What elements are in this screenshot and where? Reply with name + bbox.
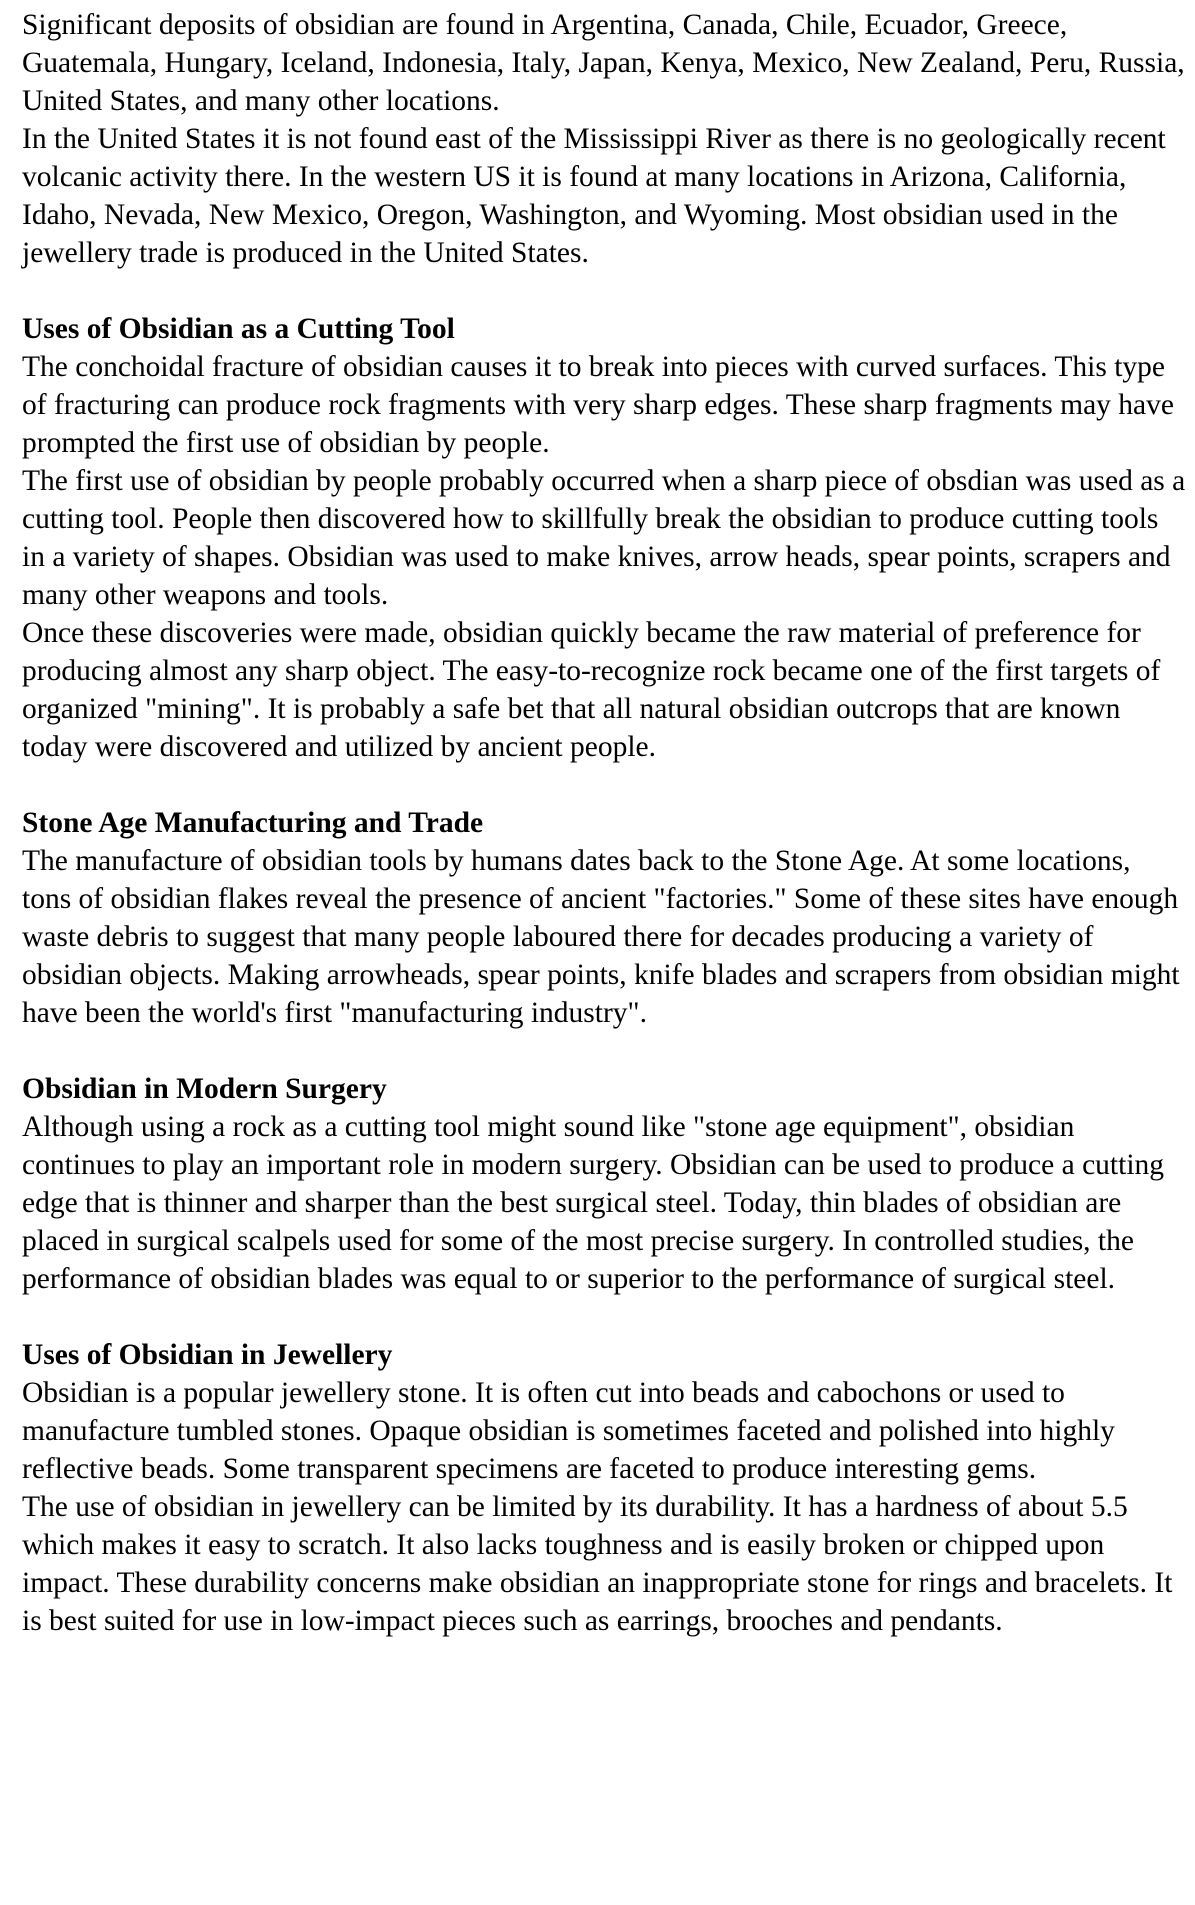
section-spacer — [22, 766, 1187, 804]
intro-paragraph-deposits: Significant deposits of obsidian are found in Argentina, Canada, Chile, Ecuador, Greece, Guatemala, Hungary, Iceland, Indonesia, Italy, Japan, Kenya, Mexico, New Zealand, Peru, Russia, United States, and many other locations. — [22, 9, 1185, 117]
section-stone-age — [22, 804, 1187, 1032]
section-paragraph: Obsidian is a popular jewellery stone. It is often cut into beads and cabochons or used to manufacture tumbled stones. Opaque obsidian is sometimes faceted and polished into highly reflective beads. Some transparent specimens are faceted to produce interesting gems. — [22, 1377, 1115, 1485]
section-paragraph: The conchoidal fracture of obsidian causes it to break into pieces with curved surfaces. This type of fracturing can produce rock fragments with very sharp edges. These sharp fragments may have prompted the first use of obsidian by people. — [22, 351, 1174, 459]
section-heading: Stone Age Manufacturing and Trade — [22, 807, 484, 839]
section-heading: Uses of Obsidian as a Cutting Tool — [22, 313, 455, 345]
section-cutting-tool — [22, 310, 1187, 766]
section-paragraph: The first use of obsidian by people probably occurred when a sharp piece of obsdian was used as a cutting tool. People then discovered how to skillfully break the obsidian to produce cutting tools in a variety of shapes. Obsidian was used to make knives, arrow heads, spear points, scrapers and many other weapons and tools. — [22, 465, 1186, 611]
section-paragraph: The use of obsidian in jewellery can be limited by its durability. It has a hardness of about 5.5 which makes it easy to scratch. It also lacks toughness and is easily broken or chipped upon impact. These durability concerns make obsidian an inappropriate stone for rings and bracelets. It is best suited for use in low-impact pieces such as earrings, brooches and pendants. — [22, 1491, 1173, 1637]
intro-paragraph-united-states: In the United States it is not found east of the Mississippi River as there is no geologically recent volcanic activity there. In the western US it is found at many locations in Arizona, California, Idaho, Nevada, New Mexico, Oregon, Washington, and Wyoming. Most obsidian used in the jewellery trade is produced in the United States. — [22, 123, 1166, 269]
section-spacer — [22, 272, 1187, 310]
section-paragraph: Once these discoveries were made, obsidian quickly became the raw material of preference for producing almost any sharp object. The easy-to-recognize rock became one of the first targets of organized "mining". It is probably a safe bet that all natural obsidian outcrops that are known today were discovered and utilized by ancient people. — [22, 617, 1161, 763]
section-heading: Obsidian in Modern Surgery — [22, 1073, 387, 1105]
section-paragraph: Although using a rock as a cutting tool might sound like "stone age equipment", obsidian continues to play an important role in modern surgery. Obsidian can be used to produce a cutting edge that is thinner and sharper than the best surgical steel. Today, thin blades of obsidian are placed in surgical scalpels used for some of the most precise surgery. In controlled studies, the performance of obsidian blades was equal to or superior to the performance of surgical steel. — [22, 1111, 1165, 1295]
section-spacer — [22, 1298, 1187, 1336]
section-spacer — [22, 1032, 1187, 1070]
section-modern-surgery — [22, 1070, 1187, 1298]
section-heading: Uses of Obsidian in Jewellery — [22, 1339, 393, 1371]
section-jewellery — [22, 1336, 1187, 1640]
document-body — [22, 6, 1187, 1640]
section-paragraph: The manufacture of obsidian tools by humans dates back to the Stone Age. At some locations, tons of obsidian flakes reveal the presence of ancient "factories." Some of these sites have enough waste debris to suggest that many people laboured there for decades producing a variety of obsidian objects. Making arrowheads, spear points, knife blades and scrapers from obsidian might have been the world's first "manufacturing industry". — [22, 845, 1180, 1029]
